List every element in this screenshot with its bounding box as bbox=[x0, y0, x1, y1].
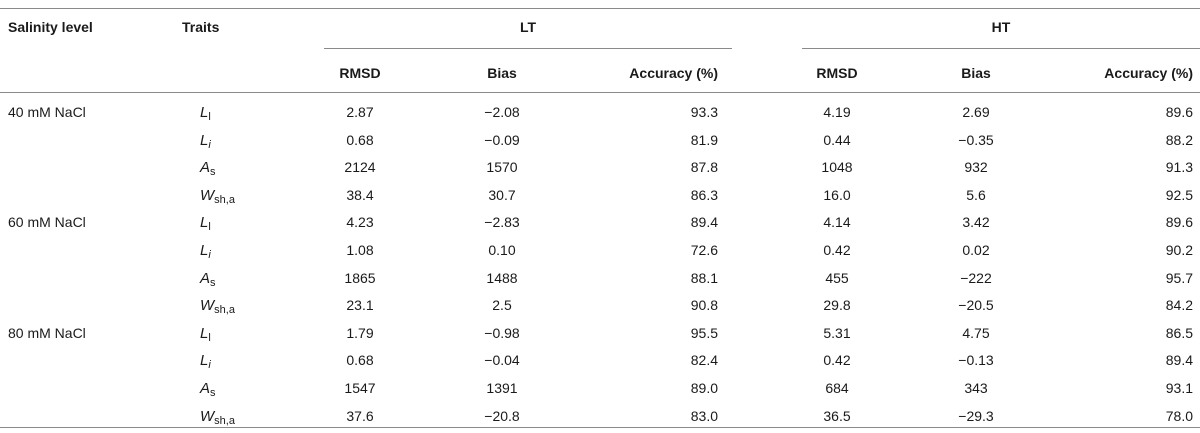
lt-accuracy-cell: 87.8 bbox=[690, 159, 718, 175]
lt-rmsd-cell: 1865 bbox=[344, 270, 376, 286]
ht-bias-cell: −222 bbox=[960, 270, 992, 286]
trait-sub: i bbox=[208, 139, 211, 151]
trait-sub: l bbox=[208, 332, 211, 344]
lt-accuracy-cell: 90.8 bbox=[690, 297, 718, 313]
lt-accuracy-cell: 72.6 bbox=[690, 242, 718, 258]
ht-rmsd-cell: 0.42 bbox=[823, 242, 851, 258]
trait-symbol bbox=[200, 380, 216, 397]
trait-main: L bbox=[200, 214, 209, 231]
ht-group-header: HT bbox=[991, 19, 1011, 35]
top-rule bbox=[0, 8, 1200, 9]
lt-accuracy-cell: 89.0 bbox=[690, 380, 718, 396]
ht-accuracy-cell: 86.5 bbox=[1165, 325, 1193, 341]
ht-accuracy-cell: 89.6 bbox=[1165, 104, 1193, 120]
trait-main: W bbox=[200, 297, 215, 314]
trait-symbol bbox=[200, 270, 216, 287]
trait-symbol bbox=[200, 325, 211, 342]
lt-bias-cell: 1488 bbox=[486, 270, 518, 286]
ht-accuracy-cell: 89.6 bbox=[1165, 214, 1193, 230]
ht-accuracy-cell: 78.0 bbox=[1165, 408, 1193, 424]
ht-bias-cell: 5.6 bbox=[966, 187, 986, 203]
ht-bias-cell: 932 bbox=[964, 159, 988, 175]
lt-group-header: LT bbox=[519, 19, 537, 35]
ht-bias-cell: 0.02 bbox=[962, 242, 990, 258]
lt-group-rule bbox=[324, 48, 732, 49]
ht-accuracy-cell: 93.1 bbox=[1165, 380, 1193, 396]
salinity-label: 40 mM NaCl bbox=[8, 104, 86, 120]
ht-accuracy-cell: 89.4 bbox=[1165, 352, 1193, 368]
lt-bias-cell: 2.5 bbox=[492, 297, 512, 313]
trait-sub: sh,a bbox=[214, 304, 235, 316]
trait-main: A bbox=[200, 380, 211, 397]
ht-rmsd-cell: 4.14 bbox=[823, 214, 851, 230]
salinity-header: Salinity level bbox=[8, 19, 93, 35]
lt-bias-cell: 1570 bbox=[486, 159, 518, 175]
lt-rmsd-cell: 4.23 bbox=[346, 214, 374, 230]
lt-bias-header: Bias bbox=[487, 65, 517, 81]
ht-accuracy-cell: 92.5 bbox=[1165, 187, 1193, 203]
ht-accuracy-header: Accuracy (%) bbox=[1104, 65, 1193, 81]
trait-main: L bbox=[200, 242, 209, 259]
ht-rmsd-cell: 455 bbox=[825, 270, 849, 286]
trait-symbol bbox=[200, 214, 211, 231]
ht-rmsd-cell: 0.42 bbox=[823, 352, 851, 368]
lt-rmsd-cell: 2.87 bbox=[346, 104, 374, 120]
ht-accuracy-cell: 95.7 bbox=[1165, 270, 1193, 286]
ht-bias-cell: −0.35 bbox=[958, 132, 994, 148]
trait-sub: s bbox=[210, 166, 216, 178]
trait-sub: s bbox=[210, 277, 216, 289]
ht-accuracy-cell: 84.2 bbox=[1165, 297, 1193, 313]
trait-symbol bbox=[200, 297, 235, 314]
ht-rmsd-cell: 16.0 bbox=[823, 187, 851, 203]
ht-rmsd-cell: 36.5 bbox=[823, 408, 851, 424]
lt-accuracy-cell: 93.3 bbox=[690, 104, 718, 120]
ht-bias-cell: −29.3 bbox=[958, 408, 994, 424]
lt-accuracy-cell: 82.4 bbox=[690, 352, 718, 368]
trait-symbol bbox=[200, 104, 211, 121]
trait-sub: i bbox=[208, 359, 211, 371]
lt-rmsd-cell: 1547 bbox=[344, 380, 376, 396]
ht-rmsd-cell: 1048 bbox=[821, 159, 853, 175]
ht-group-rule bbox=[802, 48, 1200, 49]
traits-header: Traits bbox=[182, 19, 220, 35]
lt-rmsd-cell: 1.08 bbox=[346, 242, 374, 258]
trait-main: L bbox=[200, 325, 209, 342]
lt-rmsd-cell: 37.6 bbox=[346, 408, 374, 424]
lt-bias-cell: −0.98 bbox=[484, 325, 520, 341]
trait-sub: l bbox=[208, 111, 211, 123]
trait-symbol bbox=[200, 408, 235, 425]
ht-accuracy-cell: 91.3 bbox=[1165, 159, 1193, 175]
lt-bias-cell: −2.83 bbox=[484, 214, 520, 230]
ht-rmsd-cell: 5.31 bbox=[823, 325, 851, 341]
lt-rmsd-cell: 38.4 bbox=[346, 187, 374, 203]
lt-bias-cell: −20.8 bbox=[484, 408, 520, 424]
trait-sub: sh,a bbox=[214, 415, 235, 427]
trait-symbol bbox=[200, 352, 211, 369]
trait-symbol bbox=[200, 187, 235, 204]
ht-accuracy-cell: 88.2 bbox=[1165, 132, 1193, 148]
trait-main: A bbox=[200, 159, 211, 176]
lt-bias-cell: 0.10 bbox=[488, 242, 516, 258]
ht-bias-cell: 343 bbox=[964, 380, 988, 396]
lt-accuracy-cell: 88.1 bbox=[690, 270, 718, 286]
trait-main: A bbox=[200, 270, 211, 287]
lt-accuracy-header: Accuracy (%) bbox=[629, 65, 718, 81]
trait-main: L bbox=[200, 352, 209, 369]
ht-bias-cell: −0.13 bbox=[958, 352, 994, 368]
trait-sub: sh,a bbox=[214, 194, 235, 206]
trait-symbol bbox=[200, 159, 216, 176]
trait-main: L bbox=[200, 104, 209, 121]
lt-accuracy-cell: 89.4 bbox=[690, 214, 718, 230]
lt-accuracy-cell: 81.9 bbox=[690, 132, 718, 148]
lt-rmsd-cell: 0.68 bbox=[346, 352, 374, 368]
lt-bias-cell: −2.08 bbox=[484, 104, 520, 120]
ht-bias-cell: 3.42 bbox=[962, 214, 990, 230]
lt-bias-cell: −0.09 bbox=[484, 132, 520, 148]
trait-main: W bbox=[200, 187, 215, 204]
lt-bias-cell: −0.04 bbox=[484, 352, 520, 368]
lt-rmsd-cell: 2124 bbox=[344, 159, 376, 175]
ht-rmsd-cell: 0.44 bbox=[823, 132, 851, 148]
trait-main: W bbox=[200, 408, 215, 425]
lt-bias-cell: 30.7 bbox=[488, 187, 516, 203]
ht-accuracy-cell: 90.2 bbox=[1165, 242, 1193, 258]
ht-rmsd-cell: 4.19 bbox=[823, 104, 851, 120]
ht-bias-cell: 4.75 bbox=[962, 325, 990, 341]
trait-main: L bbox=[200, 132, 209, 149]
ht-bias-cell: −20.5 bbox=[958, 297, 994, 313]
trait-sub: l bbox=[208, 221, 211, 233]
trait-symbol bbox=[200, 132, 211, 149]
salinity-label: 80 mM NaCl bbox=[8, 325, 86, 341]
lt-accuracy-cell: 86.3 bbox=[690, 187, 718, 203]
lt-rmsd-cell: 0.68 bbox=[346, 132, 374, 148]
header-bottom-rule bbox=[0, 92, 1200, 93]
trait-symbol bbox=[200, 242, 211, 259]
trait-sub: i bbox=[208, 249, 211, 261]
bottom-rule bbox=[0, 427, 1200, 428]
ht-rmsd-cell: 29.8 bbox=[823, 297, 851, 313]
ht-rmsd-cell: 684 bbox=[825, 380, 849, 396]
lt-rmsd-header: RMSD bbox=[339, 65, 381, 81]
lt-accuracy-cell: 95.5 bbox=[690, 325, 718, 341]
lt-accuracy-cell: 83.0 bbox=[690, 408, 718, 424]
ht-bias-header: Bias bbox=[961, 65, 991, 81]
salinity-label: 60 mM NaCl bbox=[8, 214, 86, 230]
lt-rmsd-cell: 1.79 bbox=[346, 325, 374, 341]
ht-rmsd-header: RMSD bbox=[816, 65, 858, 81]
lt-rmsd-cell: 23.1 bbox=[346, 297, 374, 313]
ht-bias-cell: 2.69 bbox=[962, 104, 990, 120]
lt-bias-cell: 1391 bbox=[486, 380, 518, 396]
trait-sub: s bbox=[210, 387, 216, 399]
